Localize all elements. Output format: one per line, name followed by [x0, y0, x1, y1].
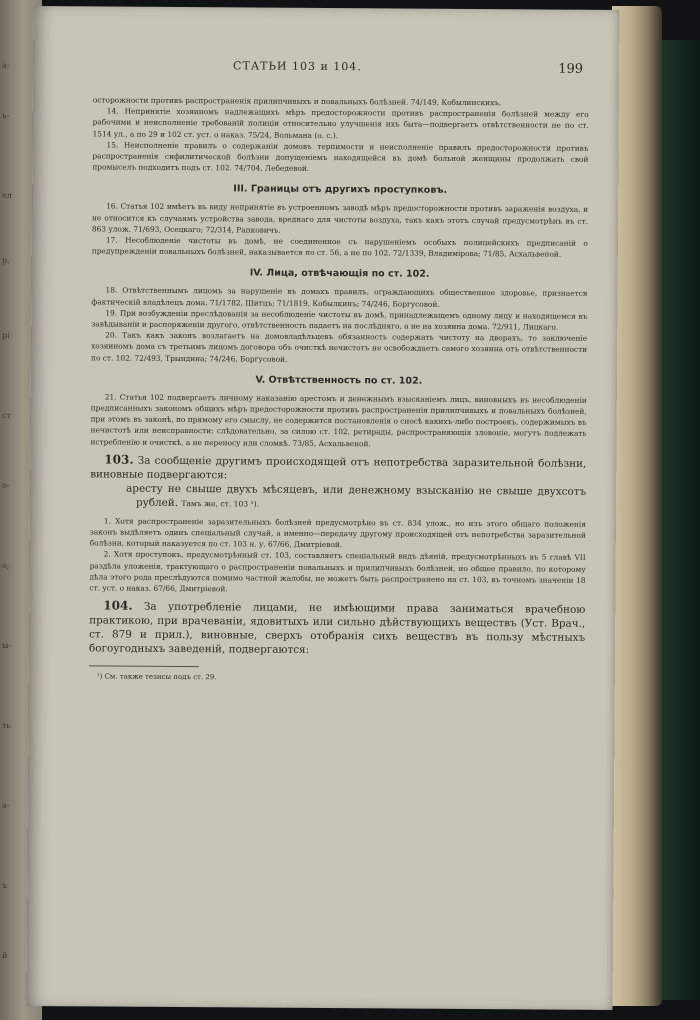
page-body [89, 94, 589, 685]
article-103-penalty [90, 481, 586, 513]
left-fragment: ел [1, 190, 12, 201]
thesis-15: 15. Неисполненіе правилъ о содержаніи домовъ терпимости и неисполненіе правилъ предосторожности противъ распространенія сифилитической болѣзни допущеніемъ находящейся въ домѣ больной женщины продолжать свой промыселъ подходитъ подъ ст. 102. 74/704, Лебедевой. [92, 140, 589, 174]
thesis-14: 14. Непринятіе хозяиномъ надлежащихъ мѣръ предосторожности противъ распространенія болѣзней между его рабочими и неисполненіе требованій полиціи относительно улучшенія ихъ быта—подвергаетъ отвѣтственности не по ст. 1514 ул., а по 29 и 102 ст. уст. о наказ. 75/24, Вольмана (о. с.). [92, 106, 589, 140]
footnote-rule [89, 666, 199, 668]
paragraph-continued: осторожности противъ распространенія прилипчивыхъ и повальныхъ болѣзней. 74/149, Кобылинскихъ. [92, 95, 502, 108]
page-content [88, 6, 589, 682]
section-heading-5: V. Отвѣтственность по ст. 102. [255, 374, 423, 387]
left-fragment: о- [1, 480, 10, 491]
thesis-17: 17. Несоблюденіе чистоты въ домѣ, не соединенное съ нарушеніемъ особыхъ полицейскихъ предписаній о предупрежденіи повальныхъ болѣзней, наказывается по ст. 56, а не по 102. 72/1339, Владимірова; 71/85, Асхальвеной. [91, 235, 588, 259]
left-fragment: ст [1, 410, 11, 421]
article-103-source: Тамъ же, ст. 103 ¹). [181, 498, 260, 509]
running-head-title: СТАТЬИ 103 и 104. [233, 59, 362, 74]
thesis-20: 20. Такъ какъ законъ возлагаетъ на домовладѣльцевъ обязанность содержать чистоту на дворахъ, то заключеніе хозяиномъ дома съ третьимъ лицомъ договора объ очисткѣ нечистотъ не освобождаетъ самого хозяина отъ отвѣтственности по ст. 102. 72/493, Трындина; 74/246, Боргусовой. [91, 330, 588, 364]
left-fragment: о, [1, 560, 10, 571]
left-fragment: ъ [1, 880, 8, 891]
thesis-2: 2. Хотя проступокъ, предусмотрѣнный ст. 103, составляетъ спеціальный видъ дѣяній, предусмотрѣнныхъ въ 5 главѣ VII раздѣла уложенія, трактующаго о распространеніи повальныхъ и прилипчивыхъ болѣзней, но общее правило, по которому дѣла этого рода преслѣдуются помимо частной жалобы, не можетъ быть распространено на ст. 103, въ точномъ значеніи 18 ст. уст. о наказ. 67/66, Дмитріевой. [89, 549, 586, 594]
left-fragment: й [1, 950, 8, 961]
section-heading-3: III. Границы отъ другихъ проступковъ. [233, 183, 448, 197]
article-104-number: 104. [103, 598, 133, 613]
left-fragment: ы- [1, 640, 12, 651]
left-fragment: а- [1, 800, 10, 811]
article-104 [89, 599, 585, 659]
thesis-19: 19. При возбужденіи преслѣдованія за несоблюденіе чистоты въ домѣ, принадлежащемъ одному лицу и находящемся въ завѣдываніи и распоряженіи другого, отвѣтственность падаетъ на послѣдняго, а не на хозяина дома. 72/911, Лицкаго. [91, 308, 588, 332]
footnote: ¹) См. также тезисы подъ ст. 29. [96, 672, 217, 682]
left-fragment: ь- [1, 110, 10, 121]
left-fragment: ть [1, 720, 11, 731]
thesis-16: 16. Статья 102 имѣетъ въ виду непринятіе въ устроенномъ заводѣ мѣръ предосторожности противъ зараженія воздуха, и не относится къ случаямъ устройства завода, вреднаго для чистоты воздуха, такъ какъ этотъ случай предусмотрѣнъ въ ст. 863 улож. 71/693, Осецкаго; 72/314, Рапковичъ. [91, 201, 589, 235]
page-block-edge [612, 6, 662, 1006]
article-103-number: 103. [104, 452, 134, 467]
left-fragment: р. [1, 255, 10, 266]
thesis-21: 21. Статья 102 подвергаетъ личному наказанію арестомъ и денежнымъ взысканіемъ лицъ, виновныхъ въ несоблюденіи предписанныхъ закономъ общихъ мѣръ предосторожности противъ распространенія прилипчивыхъ и повальныхъ болѣзней, при этомъ въ законѣ, по прямому его смыслу, не содержится постановленія о сносѣ какихъ-либо построекъ, содержимыхъ въ нечистотѣ или неисправности; слѣдовательно, за силою ст. 102, ретирады, распространяющія зловоніе, могутъ подлежать истребленію и очисткѣ, а не переносу или сломкѣ. 73/85, Асхальвеной. [90, 392, 587, 449]
article-103-text: За сообщеніе другимъ происходящей отъ непотребства заразительной болѣзни, виновные подвергаются: [90, 454, 587, 482]
section-heading-4: IV. Лица, отвѣчающія по ст. 102. [249, 267, 430, 281]
running-head [93, 58, 589, 81]
thesis-18: 18. Отвѣтственнымъ лицомъ за нарушеніе въ домахъ правилъ, ограждающихъ общественное здоровье, признается фактическій владѣлецъ дома. 71/1782, Шитцъ; 71/1819, Кобылкинъ; 74/246, Боргусовой. [91, 285, 588, 309]
left-fragment: а- [1, 60, 10, 71]
article-103 [90, 452, 586, 484]
page-number: 199 [558, 61, 584, 77]
article-103-penalty-text: аресту не свыше двухъ мѣсяцевъ, или денежному взысканію не свыше двухсотъ рублей. [126, 482, 587, 509]
article-104-text: За употребленіе лицами, не имѣющими права заниматься врачебною практикою, при врачеваніи, ядовитыхъ или сильно дѣйствующихъ веществъ (Уст. Врач., ст. 879 и прил.), виновные, сверхъ отобранія сихъ веществъ въ пользу мѣстныхъ богоугодныхъ заведеній, подвергаются: [88, 601, 586, 657]
left-fragment: рі [1, 330, 10, 341]
thesis-1: 1. Хотя распространеніе заразительныхъ болѣзней предусмотрѣно въ ст. 834 улож., но изъ этого общаго положенія законъ выдѣляетъ одинъ спеціальный случай, а именно—передачу другому происходящей отъ непотребства заразительной болѣзни, который наказуется по ст. 103 н. у. 67/66, Дмитріевой. [89, 516, 586, 550]
book-page [27, 6, 620, 1010]
